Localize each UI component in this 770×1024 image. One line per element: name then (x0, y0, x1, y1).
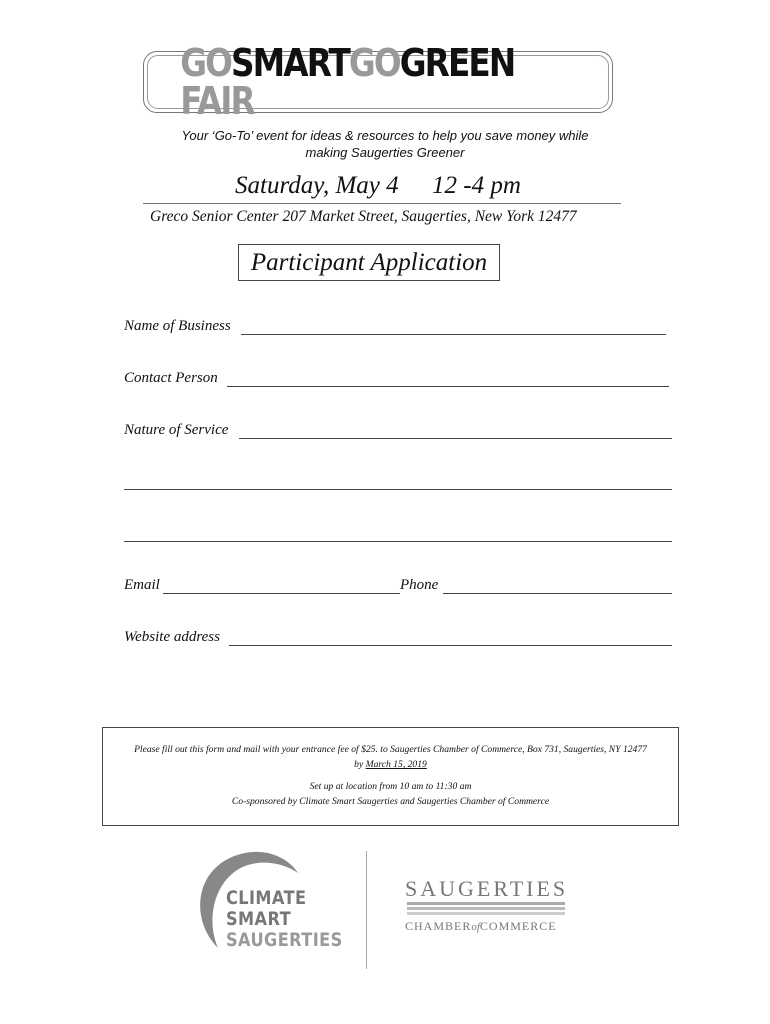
climate-smart-logo (190, 848, 350, 958)
tagline (0, 127, 770, 161)
form-title: Participant Application (238, 244, 500, 281)
business-name-label: Name of Business (124, 318, 231, 334)
banner-part-smart: SMART (231, 41, 349, 85)
event-time: 12 -4 pm (432, 172, 521, 199)
climate-word: CLIMATE (226, 887, 307, 909)
deadline-date: March 15, 2019 (365, 759, 427, 770)
nature-of-service-line-3[interactable] (124, 541, 672, 542)
instructions-box (102, 727, 679, 826)
banner-part-go-2: GO (348, 41, 400, 85)
chamber-word: CHAMBER (405, 919, 472, 933)
event-banner (143, 41, 613, 123)
email-label: Email (124, 577, 160, 593)
sponsors-line: Co-sponsored by Climate Smart Saugerties and Saugerties Chamber of Commerce (231, 796, 550, 807)
saugerties-word: SAUGERTIES (226, 929, 343, 951)
phone-label: Phone (400, 577, 439, 593)
logo-divider (366, 851, 367, 969)
banner-part-fair: FAIR (180, 79, 254, 123)
deadline-line (103, 759, 678, 770)
of-word: of (471, 921, 480, 933)
website-label: Website address (124, 629, 220, 645)
commerce-word: COMMERCE (479, 919, 557, 933)
mailing-instructions: Please fill out this form and mail with your entrance fee of $25. to Saugerties Chamber of Commerce, Box 731, Saugerties, NY 12477 (134, 744, 647, 755)
business-name-field[interactable] (241, 334, 666, 335)
event-venue: Greco Senior Center 207 Market Street, Saugerties, New York 12477 (150, 208, 577, 225)
banner-part-go: GO (180, 41, 232, 85)
deadline-prefix: by (354, 759, 366, 770)
contact-person-field[interactable] (227, 386, 669, 387)
nature-of-service-field[interactable] (239, 438, 672, 439)
website-field[interactable] (229, 645, 672, 646)
chamber-logo-waves-icon (407, 902, 565, 916)
banner-frame (147, 41, 609, 123)
smart-word: SMART (226, 908, 292, 930)
nature-of-service-label: Nature of Service (124, 422, 229, 438)
setup-time: Set up at location from 10 am to 11:30 am (309, 781, 472, 792)
chamber-logo-subtitle (405, 919, 557, 934)
nature-of-service-line-2[interactable] (124, 489, 672, 490)
banner-part-green: GREEN (399, 41, 515, 85)
contact-person-label: Contact Person (124, 370, 218, 386)
tagline-line-2: making Saugerties Greener (305, 145, 465, 160)
tagline-line-1: Your ‘Go-To’ event for ideas & resources to help you save money while (181, 128, 589, 143)
email-field[interactable] (163, 593, 400, 594)
date-divider (143, 203, 621, 204)
banner-title (180, 41, 576, 123)
phone-field[interactable] (443, 593, 672, 594)
event-date: Saturday, May 4 (235, 172, 399, 199)
chamber-logo-title: SAUGERTIES (405, 876, 569, 901)
